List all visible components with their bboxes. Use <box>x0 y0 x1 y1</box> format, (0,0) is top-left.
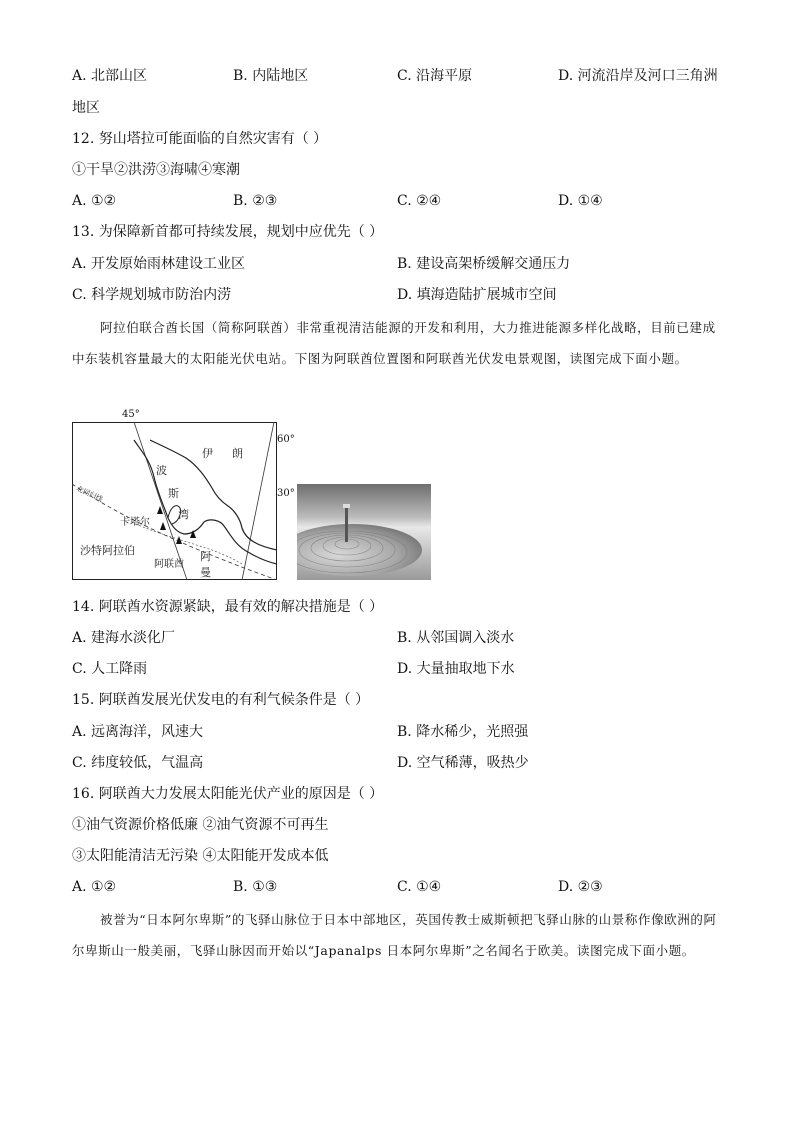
label-qatar: 卡塔尔 <box>120 517 150 528</box>
label-oman-1: 阿 <box>200 550 211 563</box>
q16-option-c: C. ①④ <box>397 879 442 895</box>
q16-option-d: D. ②③ <box>558 879 603 895</box>
passage-japan-alps-text: 被誉为“日本阿尔卑斯”的飞驿山脉位于日本中部地区，英国传教士威斯顿把飞驿山脉的山景称作像欧洲的阿尔卑斯山一般美丽，飞驿山脉因而开始以“Japanalps 日本阿尔卑斯”之名闻名于欧美。读图完成下面小题。 <box>72 912 717 958</box>
q16-stem: 16. 阿联酋大力发展太阳能光伏产业的原因是（ ） <box>72 786 384 802</box>
label-gulf-1: 波 <box>156 464 167 477</box>
passage-uae <box>72 312 722 374</box>
passage-uae-text: 阿拉伯联合酋长国（简称阿联酋）非常重视清洁能源的开发和利用，大力推进能源多样化战略，目前已建成中东装机容量最大的太阳能光伏电站。下图为阿联酋位置图和阿联酋光伏发电景观图，读图完成下面小题。 <box>72 320 716 366</box>
label-tropic: 北回归线 <box>75 484 104 504</box>
q13-option-d: D. 填海造陆扩展城市空间 <box>397 287 557 303</box>
q15-option-a: A. 远离海洋，风速大 <box>72 724 204 740</box>
q11-option-b: B. 内陆地区 <box>233 68 309 84</box>
solar-tower <box>345 506 348 542</box>
label-lon60: 60° <box>277 434 295 445</box>
q12-option-b: B. ②③ <box>233 193 278 209</box>
q15-stem: 15. 阿联酋发展光伏发电的有利气候条件是（ ） <box>72 692 370 708</box>
q12-items: ①干旱②洪涝③海啸④寒潮 <box>72 162 240 178</box>
q11-option-a: A. 北部山区 <box>72 68 148 84</box>
q14-stem: 14. 阿联酋水资源紧缺，最有效的解决措施是（ ） <box>72 599 384 615</box>
solar-plant-photo <box>297 484 431 580</box>
label-uae: 阿联酋 <box>154 559 184 570</box>
label-oman-2: 曼 <box>200 566 211 579</box>
q11-option-c: C. 沿海平原 <box>397 68 473 84</box>
q13-option-b: B. 建设高架桥缓解交通压力 <box>397 256 571 272</box>
q13-option-c: C. 科学规划城市防治内涝 <box>72 287 232 303</box>
q16-items-2: ③太阳能清洁无污染 ④太阳能开发成本低 <box>72 848 329 864</box>
q14-option-c: C. 人工降雨 <box>72 661 148 677</box>
label-lon45-outside: 45° <box>122 409 140 420</box>
label-iran-2: 朗 <box>232 447 243 460</box>
label-gulf-3: 湾 <box>178 508 189 521</box>
q12-stem: 12. 努山塔拉可能面临的自然灾害有（ ） <box>72 131 328 147</box>
label-iran-1: 伊 <box>202 447 213 460</box>
q16-option-a: A. ①② <box>72 879 117 895</box>
q15-option-d: D. 空气稀薄，吸热少 <box>397 755 529 771</box>
q15-option-b: B. 降水稀少，光照强 <box>397 724 529 740</box>
q15-option-c: C. 纬度较低，气温高 <box>72 755 204 771</box>
q13-stem: 13. 为保障新首都可持续发展，规划中应优先（ ） <box>72 224 384 240</box>
passage-japan-alps <box>72 904 722 966</box>
q12-option-c: C. ②④ <box>397 193 442 209</box>
q11-option-d-wrap: 地区 <box>72 100 100 116</box>
q12-option-d: D. ①④ <box>558 193 603 209</box>
uae-location-map <box>72 422 277 580</box>
q14-option-b: B. 从邻国调入淡水 <box>397 630 515 646</box>
label-saudi: 沙特阿拉伯 <box>80 544 135 557</box>
q14-option-d: D. 大量抽取地下水 <box>397 661 515 677</box>
q12-option-a: A. ①② <box>72 193 117 209</box>
q11-option-d: D. 河流沿岸及河口三角洲 <box>558 68 718 84</box>
q16-option-b: B. ①③ <box>233 879 278 895</box>
q13-option-a: A. 开发原始雨林建设工业区 <box>72 256 246 272</box>
q16-items-1: ①油气资源价格低廉 ②油气资源不可再生 <box>72 817 329 833</box>
label-gulf-2: 斯 <box>168 487 179 500</box>
q14-option-a: A. 建海水淡化厂 <box>72 630 176 646</box>
label-lat30: 30° <box>277 488 295 499</box>
